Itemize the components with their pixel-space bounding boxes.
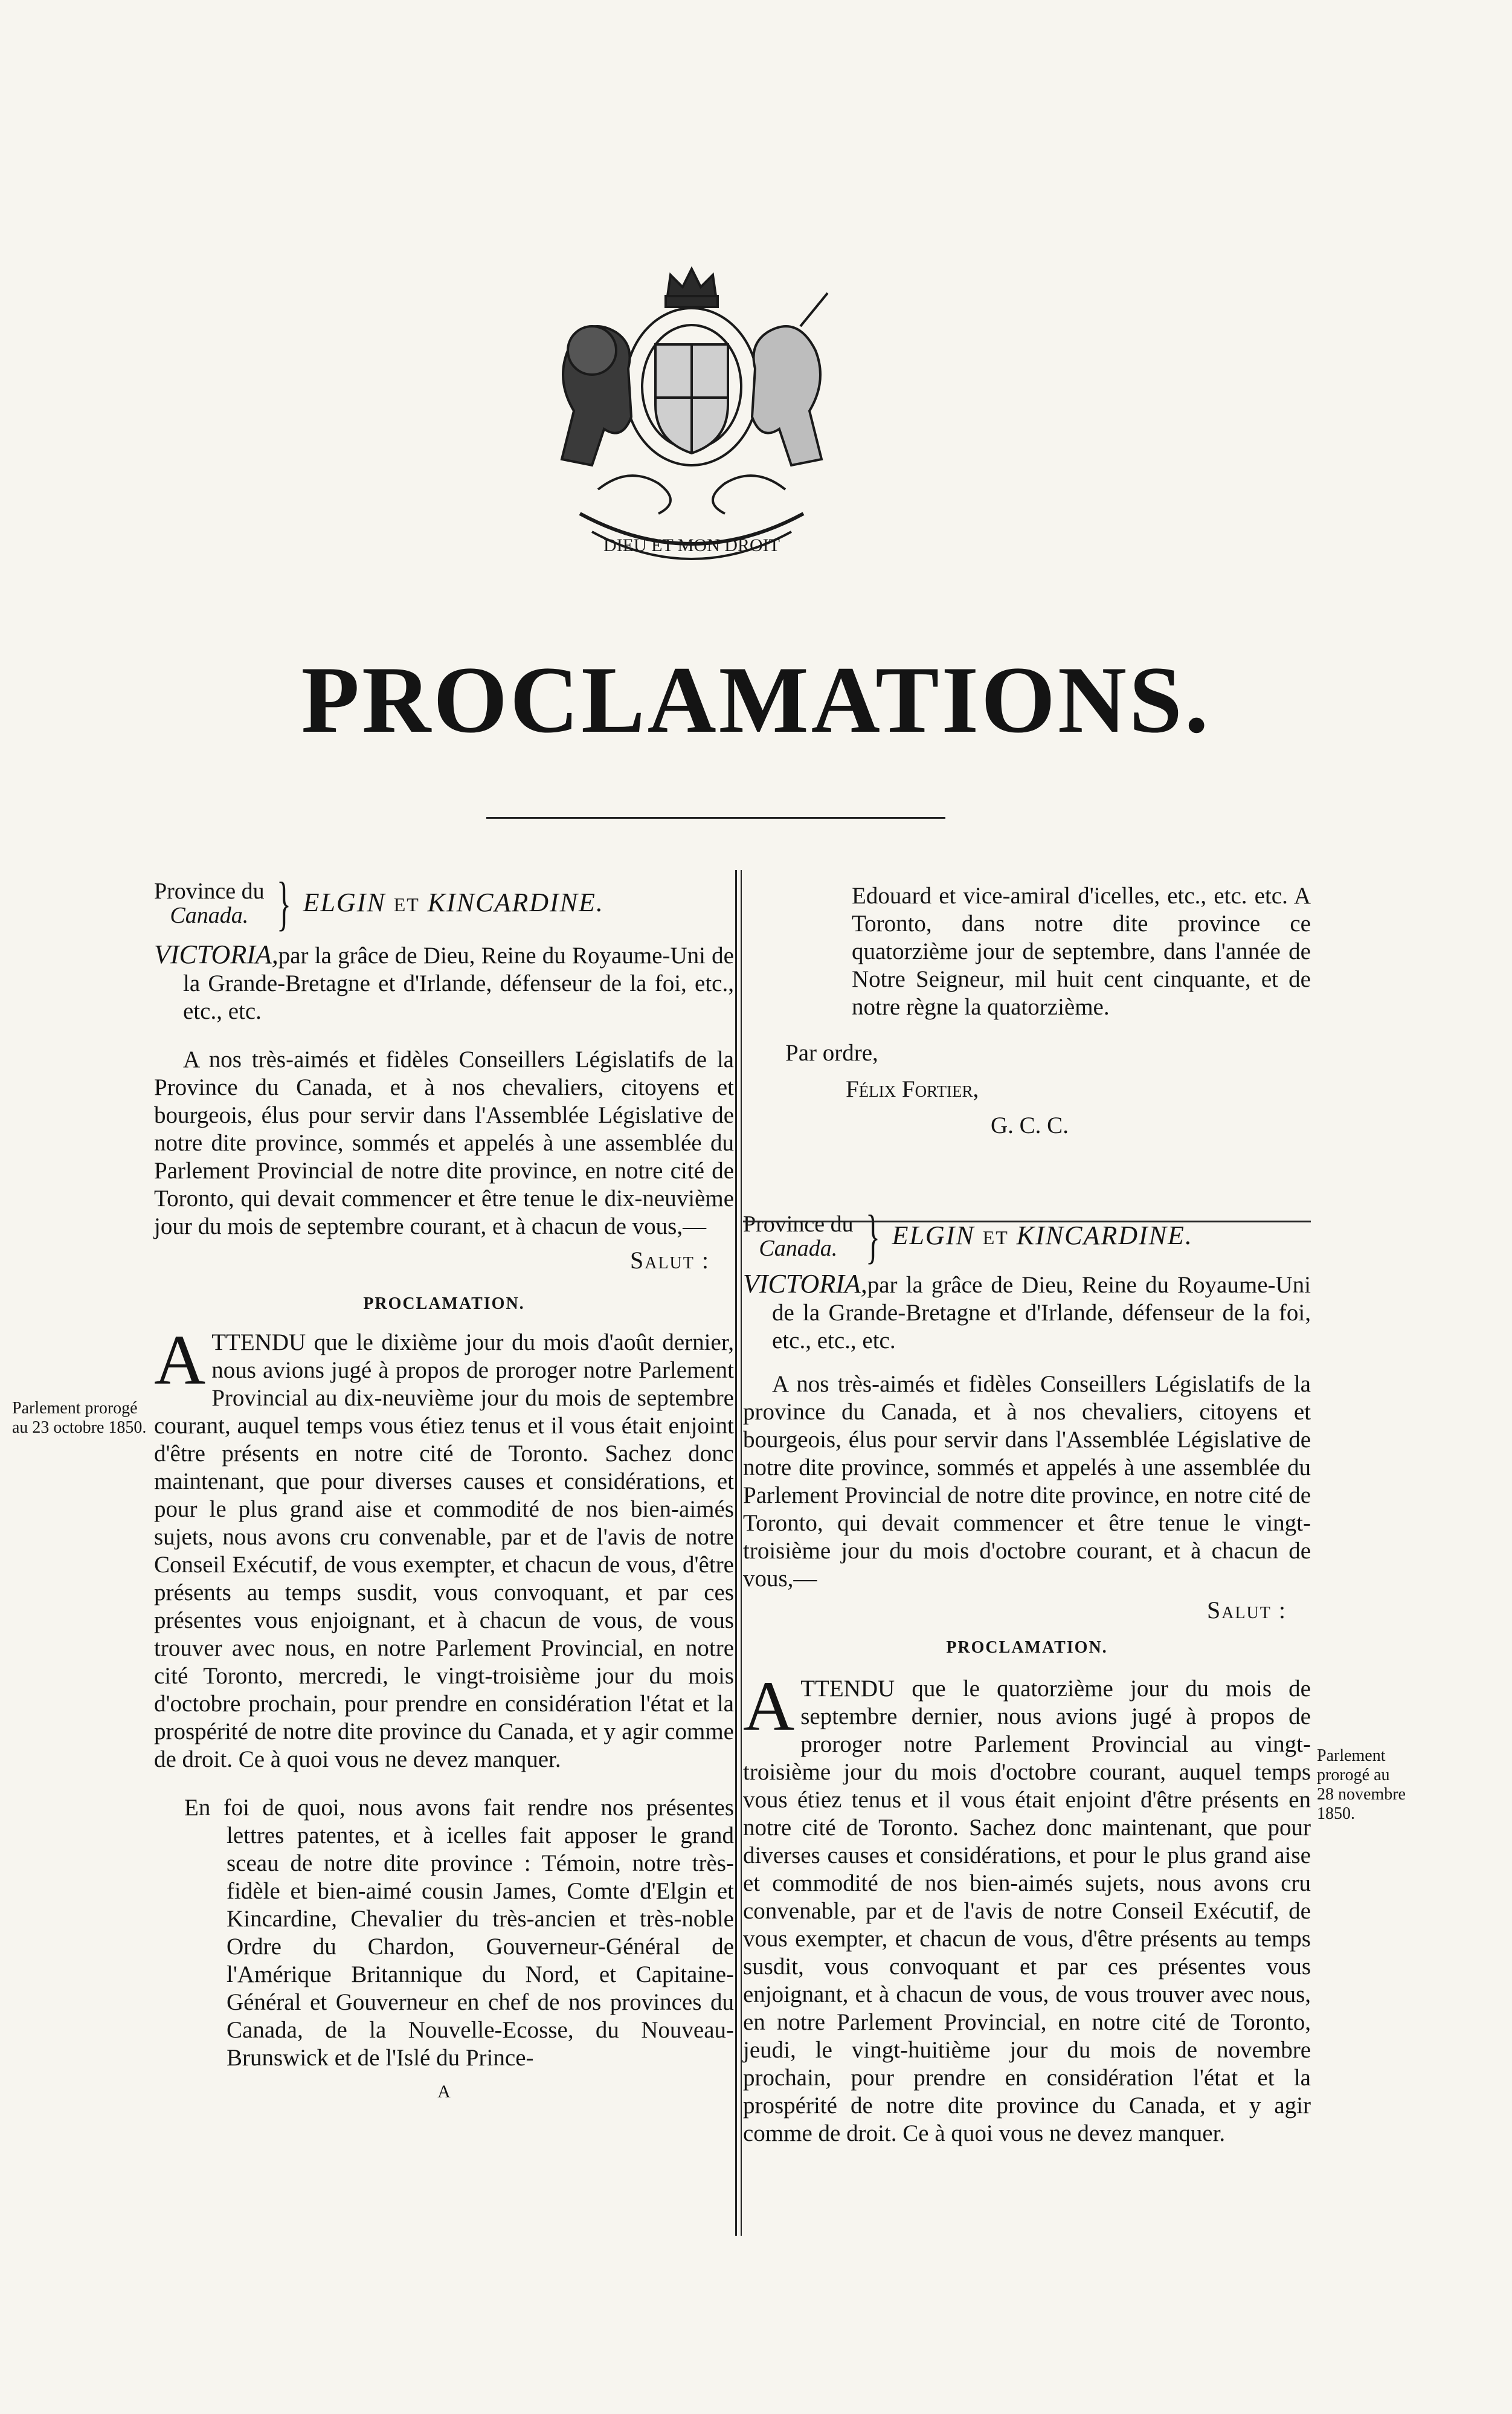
victoria-paragraph <box>743 1270 1311 1355</box>
body-text: TTENDU que le quatorzième jour du mois de septembre dernier, nous avions jugé à propos de proroger notre Parlement Provincial au vingt-troisième jour du mois d'octobre courant, auquel temps vous étiez tenus et il vous était enjoint d'être présents en notre cité de Toronto. Sachez donc maintenant, que pour diverses causes et considérations, et pour le plus grand aise et commodité de nos bien-aimés sujets, nous avons cru convenable, par et de l'avis de notre Conseil Exécutif, de vous exempter, et chacun de vous, d'être présents au temps susdit, vous convoquant et par ces présentes vous enjoignant, et à chacun de vous, de vous trouver avec nous, en notre Parlement Provincial, en notre cité de Toronto, jeudi, le vingt-huitième jour du mois de novembre prochain, pour prendre en considération l'état et la prospérité de notre dite province du Canada, et y agir comme de droit. Ce à quoi vous ne devez manquer. <box>743 1676 1311 2146</box>
proclamation-heading: PROCLAMATION. <box>363 1294 525 1313</box>
name-part: KINCARDINE. <box>1016 1220 1193 1250</box>
proclamation-header <box>154 870 734 937</box>
governor-name <box>303 889 604 918</box>
margin-note-right: Parlement prorogé au 28 novembre 1850. <box>1317 1746 1406 1823</box>
name-part: ET <box>393 893 420 915</box>
victoria-paragraph <box>154 941 734 1025</box>
body-text: TTENDU que le dixième jour du mois d'août dernier, nous avions jugé à propos de proroger notre Parlement Provincial au dix-neuvième jour du mois de septembre courant, auquel temps vous étiez tenus et il vous était enjoint d'être présents en notre cité de Toronto. Sachez donc maintenant, que pour diverses causes et considérations, et pour le plus grand aise et commodité de nos bien-aimés sujets, nous avons cru convenable, par et de l'avis de notre Conseil Exécutif, de vous exempter, et chacun de vous, d'être présents au temps susdit, vous convoquant, et par ces présentes vous enjoignant, et à chacun de vous, de vous trouver avec nous, en notre Parlement Provincial, en notre cité Toronto, mercredi, le vingt-troisième jour du mois d'octobre prochain, pour prendre en considération l'état et la prospérité de notre dite province du Canada, et y agir comme de droit. Ce à quoi vous ne devez manquer. <box>154 1329 734 1772</box>
title-rule <box>486 817 945 819</box>
brace: } <box>276 870 291 937</box>
name-part: ELGIN <box>892 1220 975 1250</box>
canada-line: Canada. <box>759 1236 838 1261</box>
canada-line: Canada. <box>170 903 249 928</box>
signer-title: G. C. C. <box>991 1112 1069 1138</box>
royal-coat-of-arms <box>526 260 858 574</box>
province-label <box>154 879 265 928</box>
name-part: ELGIN <box>303 887 386 917</box>
signature-mark: A <box>437 2082 451 2102</box>
column-divider <box>741 870 742 2236</box>
page-title: PROCLAMATIONS. <box>301 647 1211 753</box>
name-part: ET <box>982 1226 1009 1248</box>
right-column <box>743 882 1311 2242</box>
proclamation-heading: PROCLAMATION. <box>946 1638 1108 1657</box>
section-rule <box>743 1221 1311 1222</box>
province-line: Province du <box>154 879 265 904</box>
continuation-paragraph: Edouard et vice-amiral d'icelles, etc., etc. etc. A Toronto, dans notre dite province ce quatorzième jour de septembre, dans l'année de Notre Seigneur, mil huit cent cinquante, et de notre règne la quatorzième. <box>852 883 1311 1020</box>
signer-name: Félix Fortier, <box>846 1076 979 1102</box>
name-part: KINCARDINE. <box>427 887 604 917</box>
margin-note-left: Parlement prorogé au 23 octobre 1850. <box>12 1399 147 1437</box>
address-paragraph: A nos très-aimés et fidèles Conseillers Législatifs de la Province du Canada, et à nos chevaliers, citoyens et bourgeois, élus pour servir dans l'Assemblée Législative de notre dite province, sommés et appelés à une assemblée du Parlement Provincial de notre dite province, en notre cité de Toronto, qui devait commencer et être tenue le dix-neuvième jour du mois de septembre courant, et à chacun de vous,— <box>154 1047 734 1239</box>
salut: Salut : <box>1206 1596 1287 1624</box>
drop-cap: A <box>154 1320 206 1399</box>
salut: Salut : <box>629 1247 710 1274</box>
victoria-name: VICTORIA, <box>154 940 278 969</box>
province-label <box>743 1212 854 1260</box>
victoria-text: par la grâce de Dieu, Reine du Royaume-Uni de la Grande-Bretagne et d'Irlande, défenseur de la foi, etc., etc., etc. <box>183 943 734 1024</box>
left-column <box>154 870 734 2245</box>
victoria-text: par la grâce de Dieu, Reine du Royaume-Uni de la Grande-Bretagne et d'Irlande, défenseur de la foi, etc., etc., etc. <box>772 1272 1311 1354</box>
brace: } <box>865 1202 880 1270</box>
province-line: Province du <box>743 1212 854 1237</box>
governor-name <box>892 1222 1193 1251</box>
proclamation-body <box>743 1667 1311 2148</box>
par-ordre: Par ordre, <box>785 1040 878 1066</box>
arms-motto: DIEU ET MON DROIT <box>603 535 780 555</box>
proclamation-header <box>743 1202 1311 1270</box>
proclamation-body <box>154 1320 734 1773</box>
drop-cap: A <box>743 1667 795 1746</box>
address-paragraph: A nos très-aimés et fidèles Conseillers Législatifs de la province du Canada, et à nos chevaliers, citoyens et bourgeois, élus pour servir dans l'Assemblée Législative de notre dite province, sommés et appelés à une assemblée du Parlement Provincial de notre dite province, en notre cité de Toronto, qui devait commencer et être tenue le vingt-troisième jour du mois d'octobre courant, et à chacun de vous,— <box>743 1371 1311 1592</box>
witness-paragraph: En foi de quoi, nous avons fait rendre nos présentes lettres patentes, et à icelles fait apposer le grand sceau de notre dite province : Témoin, notre très-fidèle et bien-aimé cousin James, Comte d'Elgin et Kincardine, Chevalier du très-ancien et très-noble Ordre du Chardon, Gouverneur-Général de l'Amérique Britannique du Nord, et Capitaine-Général et Gouverneur en chef de nos provinces du Canada, de la Nouvelle-Ecosse, du Nouveau-Brunswick et de l'Islé du Prince- <box>184 1795 734 2071</box>
column-divider <box>735 870 737 2236</box>
victoria-name: VICTORIA, <box>743 1269 867 1299</box>
